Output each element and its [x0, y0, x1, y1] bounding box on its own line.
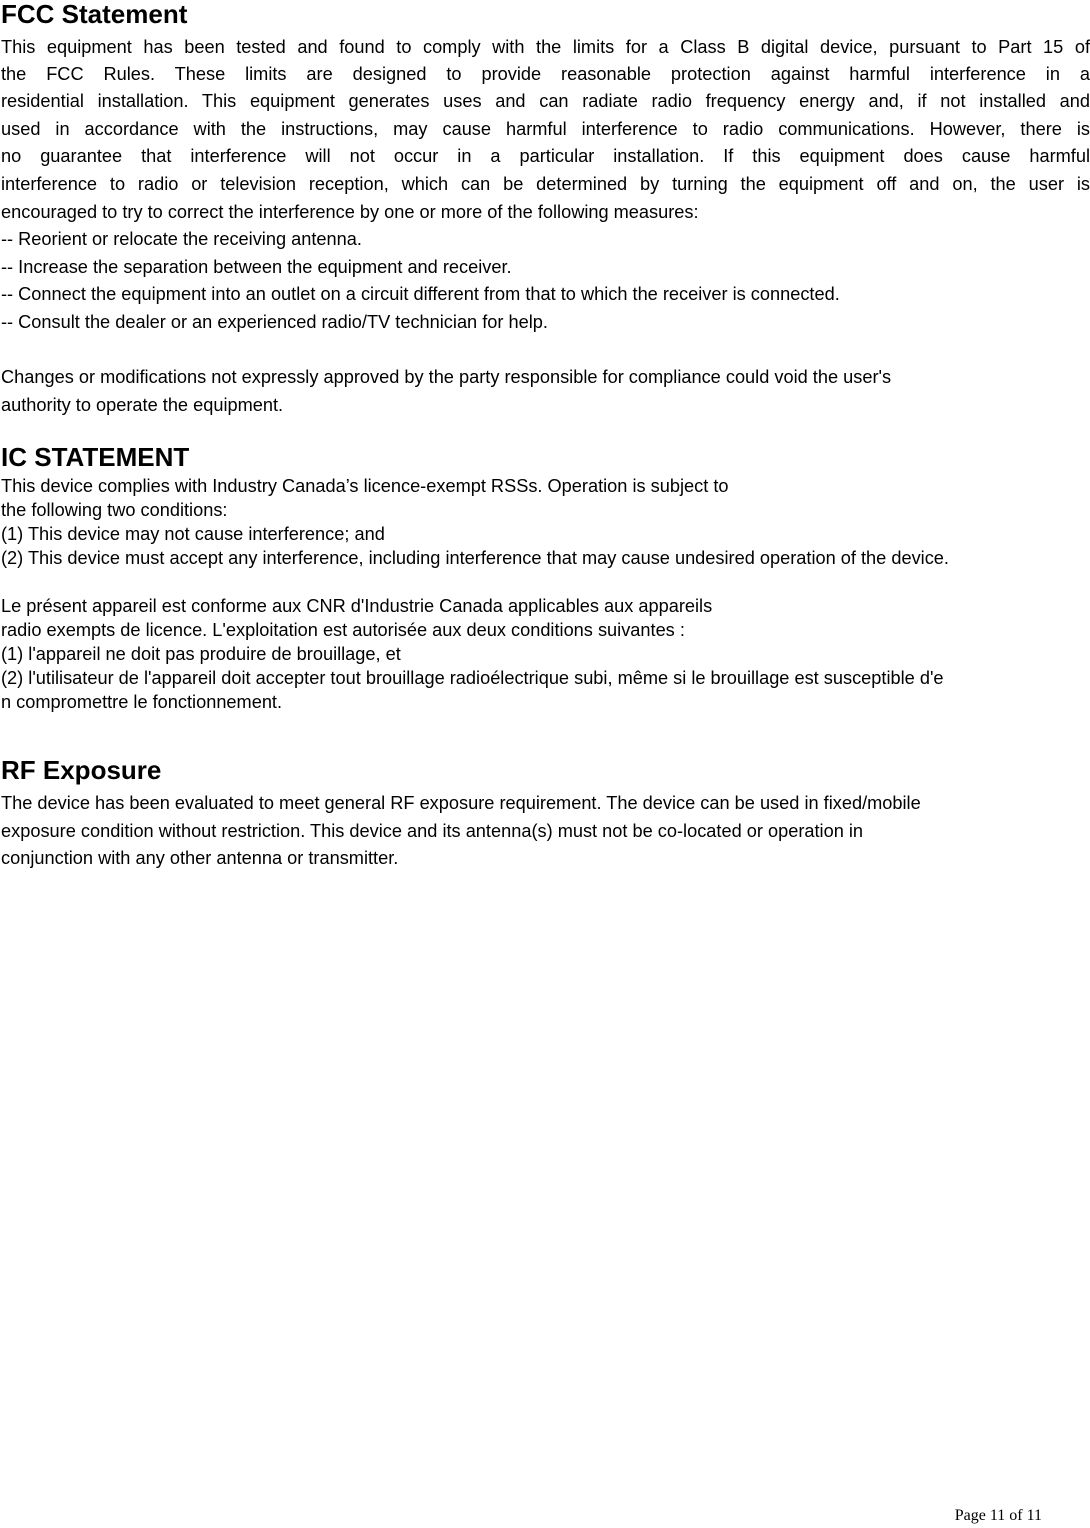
- fcc-heading: FCC Statement: [1, 0, 188, 29]
- fcc-paragraph-line: This equipment has been tested and found to comply with the limits for a Class B digital device, pursuant to Part 15 of: [1, 37, 1090, 57]
- fcc-measure-item: -- Increase the separation between the equipment and receiver.: [1, 257, 512, 277]
- ic-french-condition-item: n compromettre le fonctionnement.: [1, 692, 283, 712]
- fcc-paragraph-line: residential installation. This equipment generates uses and can radiate radio frequency energy and, if not installed and: [1, 91, 1090, 111]
- fcc-paragraph-line: used in accordance with the instructions, may cause harmful interference to radio communications. However, there is: [1, 119, 1090, 139]
- ic-paragraph-line: This device complies with Industry Canada’s licence-exempt RSSs. Operation is subject to: [1, 476, 729, 496]
- fcc-paragraph-line: no guarantee that interference will not occur in a particular installation. If this equipment does cause harmful: [1, 146, 1090, 166]
- fcc-measure-item: -- Connect the equipment into an outlet on a circuit different from that to which the receiver is connected.: [1, 284, 840, 304]
- rf-heading: RF Exposure: [1, 755, 162, 785]
- ic-heading: IC STATEMENT: [1, 442, 190, 472]
- fcc-paragraph-line: encouraged to try to correct the interference by one or more of the following measures:: [1, 202, 699, 222]
- rf-paragraph-line: conjunction with any other antenna or transmitter.: [1, 848, 399, 868]
- ic-condition-item: (2) This device must accept any interference, including interference that may cause undesired operation of the device.: [1, 548, 949, 568]
- ic-condition-item: (1) This device may not cause interference; and: [1, 524, 385, 544]
- ic-french-condition-item: (1) l'appareil ne doit pas produire de brouillage, et: [1, 644, 401, 664]
- fcc-measure-item: -- Consult the dealer or an experienced radio/TV technician for help.: [1, 312, 548, 332]
- fcc-paragraph-line: interference to radio or television reception, which can be determined by turning the equipment off and on, the user is: [1, 174, 1090, 194]
- ic-french-line: radio exempts de licence. L'exploitation est autorisée aux deux conditions suivantes :: [1, 620, 685, 640]
- rf-paragraph-line: The device has been evaluated to meet general RF exposure requirement. The device can be used in fixed/mobile: [1, 793, 921, 813]
- fcc-changes-line: Changes or modifications not expressly approved by the party responsible for compliance could void the user's: [1, 367, 892, 387]
- fcc-paragraph-line: the FCC Rules. These limits are designed to provide reasonable protection against harmful interference in a: [1, 64, 1090, 84]
- page-number: Page 11 of 11: [954, 1507, 1042, 1524]
- ic-french-condition-item: (2) l'utilisateur de l'appareil doit accepter tout brouillage radioélectrique subi, même si le brouillage est susceptible d'e: [1, 668, 944, 688]
- ic-paragraph-line: the following two conditions:: [1, 500, 228, 520]
- fcc-measure-item: -- Reorient or relocate the receiving antenna.: [1, 229, 362, 249]
- fcc-changes-line: authority to operate the equipment.: [1, 395, 284, 415]
- rf-paragraph-line: exposure condition without restriction. This device and its antenna(s) must not be co-located or operation in: [1, 821, 864, 841]
- ic-french-line: Le présent appareil est conforme aux CNR d'Industrie Canada applicables aux appareils: [1, 596, 713, 616]
